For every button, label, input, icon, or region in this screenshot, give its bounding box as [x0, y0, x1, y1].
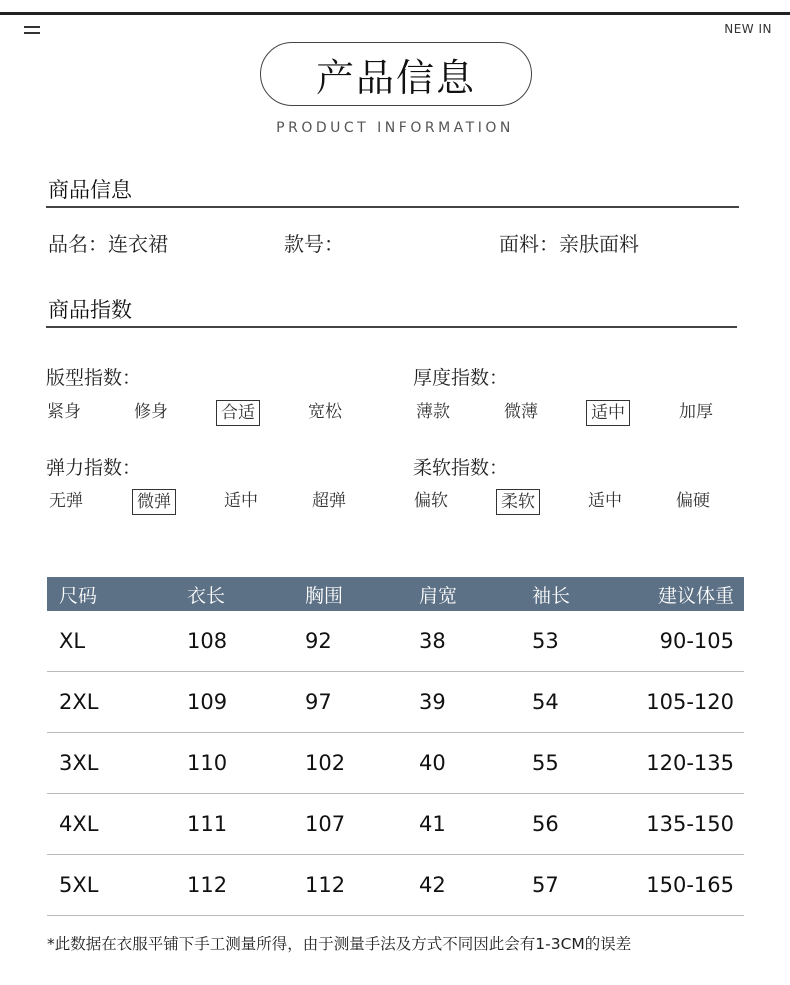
- cell-size: 2XL: [59, 690, 99, 714]
- indices-heading: 商品指数: [48, 298, 132, 322]
- cell-size: 4XL: [59, 812, 99, 836]
- cell-bust: 112: [305, 873, 346, 897]
- elasticity-option: 适中: [224, 491, 258, 511]
- softness-option: 偏软: [414, 491, 448, 511]
- cell-length: 108: [187, 629, 228, 653]
- fit-option-selected: 合适: [216, 400, 260, 426]
- product-style-no: 款号：: [284, 232, 344, 256]
- product-info-divider: [46, 206, 739, 208]
- cell-shoulder: 38: [419, 629, 446, 653]
- cell-sleeve: 57: [532, 873, 559, 897]
- elasticity-option: 无弹: [49, 491, 83, 511]
- table-row: [47, 794, 744, 855]
- header-bust: 胸围: [305, 584, 344, 607]
- elasticity-index-label: 弹力指数：: [46, 457, 142, 479]
- softness-option-selected: 柔软: [496, 489, 540, 515]
- cell-weight: 150-165: [646, 873, 734, 897]
- cell-size: XL: [59, 629, 86, 653]
- cell-size: 3XL: [59, 751, 99, 775]
- table-row: [47, 672, 744, 733]
- new-in-label: NEW IN: [724, 22, 772, 36]
- cell-shoulder: 40: [419, 751, 446, 775]
- thickness-option-selected: 适中: [586, 400, 630, 426]
- cell-length: 111: [187, 812, 228, 836]
- cell-length: 112: [187, 873, 228, 897]
- cell-length: 110: [187, 751, 228, 775]
- page-subtitle: PRODUCT INFORMATION: [276, 120, 514, 136]
- cell-weight: 120-135: [646, 751, 734, 775]
- thickness-index-label: 厚度指数：: [413, 367, 509, 389]
- cell-bust: 97: [305, 690, 332, 714]
- header-sleeve: 袖长: [532, 584, 571, 607]
- cell-sleeve: 55: [532, 751, 559, 775]
- thickness-option: 微薄: [504, 402, 538, 422]
- product-name: 品名：连衣裙: [48, 232, 168, 256]
- size-table: [47, 577, 744, 916]
- cell-sleeve: 53: [532, 629, 559, 653]
- product-fabric: 面料：亲肤面料: [499, 232, 639, 256]
- header-weight: 建议体重: [657, 584, 734, 607]
- thickness-option: 薄款: [416, 402, 450, 422]
- cell-bust: 107: [305, 812, 346, 836]
- fit-option: 宽松: [308, 402, 342, 422]
- cell-shoulder: 41: [419, 812, 446, 836]
- cell-shoulder: 42: [419, 873, 446, 897]
- elasticity-option: 超弹: [312, 491, 346, 511]
- softness-option: 偏硬: [676, 491, 710, 511]
- header-shoulder: 肩宽: [419, 584, 458, 607]
- menu-icon[interactable]: [24, 26, 40, 36]
- header-length: 衣长: [187, 584, 226, 607]
- indices-divider: [46, 326, 737, 328]
- header-size: 尺码: [59, 584, 98, 607]
- measurement-footnote: *此数据在衣服平铺下手工测量所得，由于测量手法及方式不同因此会有1-3CM的误差: [47, 935, 632, 953]
- table-row: [47, 855, 744, 916]
- cell-shoulder: 39: [419, 690, 446, 714]
- cell-length: 109: [187, 690, 228, 714]
- cell-size: 5XL: [59, 873, 99, 897]
- page-title: 产品信息: [260, 42, 532, 106]
- top-divider: [0, 12, 790, 15]
- table-row: [47, 611, 744, 672]
- table-row: [47, 733, 744, 794]
- fit-option: 修身: [134, 402, 168, 422]
- cell-weight: 135-150: [646, 812, 734, 836]
- cell-bust: 102: [305, 751, 346, 775]
- cell-sleeve: 54: [532, 690, 559, 714]
- elasticity-option-selected: 微弹: [132, 489, 176, 515]
- cell-bust: 92: [305, 629, 332, 653]
- softness-index-label: 柔软指数：: [413, 457, 509, 479]
- cell-weight: 90-105: [659, 629, 734, 653]
- cell-sleeve: 56: [532, 812, 559, 836]
- size-table-header: [47, 577, 744, 611]
- softness-option: 适中: [588, 491, 622, 511]
- thickness-option: 加厚: [679, 402, 713, 422]
- cell-weight: 105-120: [646, 690, 734, 714]
- fit-option: 紧身: [47, 402, 81, 422]
- fit-index-label: 版型指数：: [46, 367, 142, 389]
- product-info-heading: 商品信息: [48, 178, 132, 202]
